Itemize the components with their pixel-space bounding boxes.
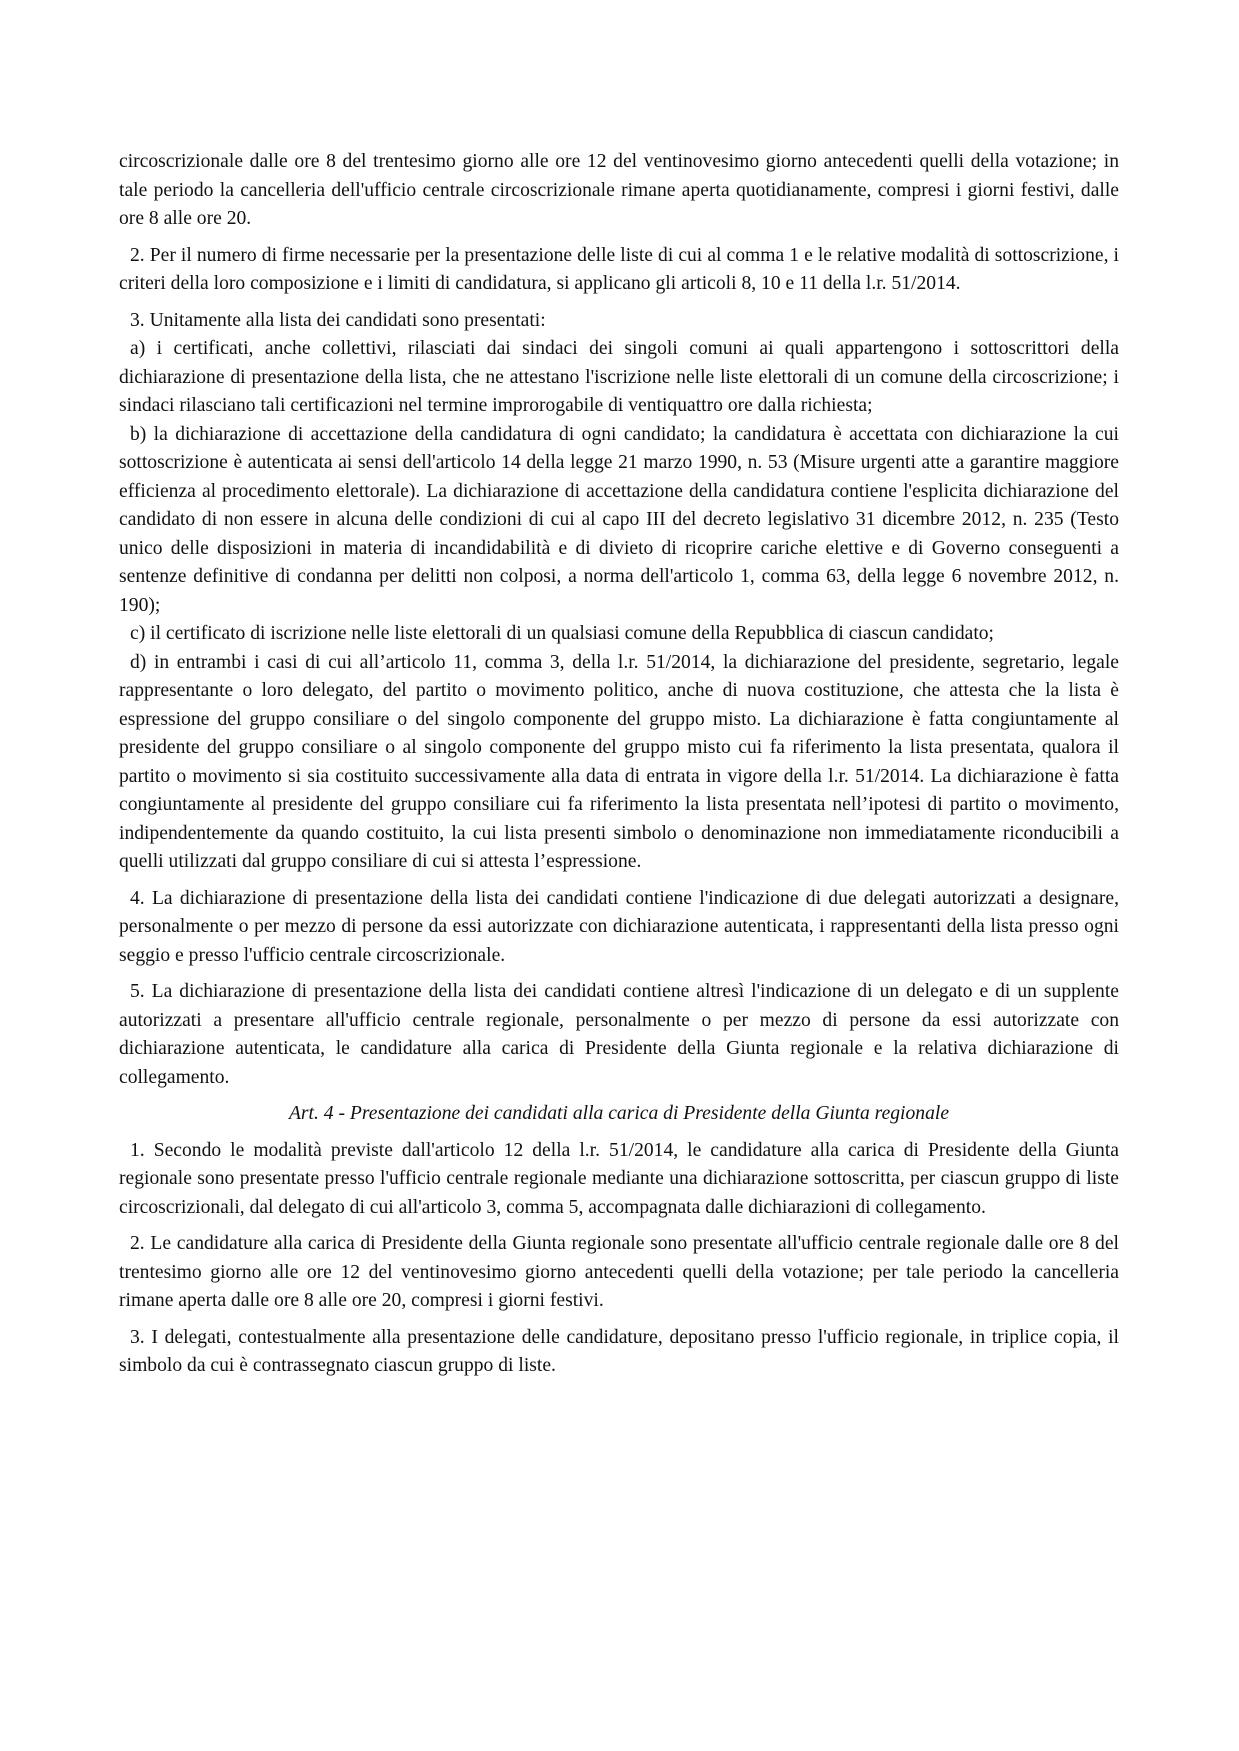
article3-item-c: c) il certificato di iscrizione nelle liste elettorali di un qualsiasi comune della Repubblica di ciascun candidato; [130,623,995,644]
article4-paragraph-2: 2. Le candidature alla carica di Presidente della Giunta regionale sono presentate all'ufficio centrale regionale dalle ore 8 del trentesimo giorno alle ore 12 del ventinovesimo giorno antecedenti quelli della votazione; per tale periodo la cancelleria rimane aperta dalle ore 8 alle ore 20, compresi i giorni festivi. [119,1233,1119,1311]
article4-paragraph-3: 3. I delegati, contestualmente alla presentazione delle candidature, depositano presso l'ufficio regionale, in triplice copia, il simbolo da cui è contrassegnato ciascun gruppo di liste. [119,1326,1119,1376]
article3-item-a: a) i certificati, anche collettivi, rilasciati dai sindaci dei singoli comuni ai quali appartengono i sottoscrittori della dichiarazione di presentazione della lista, che ne attestano l'iscrizione nelle liste elettorali di un comune della circoscrizione; i sindaci rilasciano tali certificazioni nel termine improrogabile di ventiquattro ore dalla richiesta; [119,338,1119,416]
article3-paragraph-3-intro: 3. Unitamente alla lista dei candidati sono presentati: [130,309,546,331]
article3-item-d: d) in entrambi i casi di cui all’articolo 11, comma 3, della l.r. 51/2014, la dichiarazione del presidente, segretario, legale rappresentante o loro delegato, del partito o movimento politico, anche di nuova costituzione, che attesta che la lista è espressione del gruppo consiliare o del singolo componente del gruppo misto. La dichiarazione è fatta congiuntamente al presidente del gruppo consiliare o al singolo componente del gruppo misto cui fa riferimento la lista presentata, qualora il partito o movimento si sia costituito successivamente alla data di entrata in vigore della l.r. 51/2014. La dichiarazione è fatta congiuntamente al presidente del gruppo consiliare cui fa riferimento la lista presentata nell’ipotesi di partito o movimento, indipendentemente da quando costituito, la cui lista presenti simbolo o denominazione non immediatamente riconducibili a quelli utilizzati dal gruppo consiliare di cui si attesta l’espressione. [119,651,1119,872]
article3-paragraph-5: 5. La dichiarazione di presentazione della lista dei candidati contiene altresì l'indicazione di un delegato e di un supplente autorizzati a presentare all'ufficio centrale regionale, personalmente o per mezzo di persone da essi autorizzate con dichiarazione autenticata, le candidature alla carica di Presidente della Giunta regionale e la relativa dichiarazione di collegamento. [119,981,1119,1088]
article4-paragraph-1: 1. Secondo le modalità previste dall'articolo 12 della l.r. 51/2014, le candidature alla carica di Presidente della Giunta regionale sono presentate presso l'ufficio centrale regionale mediante una dichiarazione sottoscritta, per ciascun gruppo di liste circoscrizionali, dal delegato di cui all'articolo 3, comma 5, accompagnata dalle dichiarazioni di collegamento. [119,1139,1119,1218]
article3-paragraph-4: 4. La dichiarazione di presentazione della lista dei candidati contiene l'indicazione di due delegati autorizzati a designare, personalmente o per mezzo di persone da essi autorizzate con dichiarazione autenticata, i rappresentanti della lista presso ogni seggio e presso l'ufficio centrale circoscrizionale. [119,887,1119,966]
article4-heading: Art. 4 - Presentazione dei candidati alla carica di Presidente della Giunta regionale [288,1103,950,1124]
article3-paragraph-2: 2. Per il numero di firme necessarie per la presentazione delle liste di cui al comma 1 e le relative modalità di sottoscrizione, i criteri della loro composizione e i limiti di candidatura, si applicano gli articoli 8, 10 e 11 della l.r. 51/2014. [119,244,1119,294]
document-page [119,148,1119,1389]
article3-item-b: b) la dichiarazione di accettazione della candidatura di ogni candidato; la candidatura è accettata con dichiarazione la cui sottoscrizione è autenticata ai sensi dell'articolo 14 della legge 21 marzo 1990, n. 53 (Misure urgenti atte a garantire maggiore efficienza al procedimento elettorale). La dichiarazione di accettazione della candidatura contiene l'esplicita dichiarazione del candidato di non essere in alcuna delle condizioni di cui al capo III del decreto legislativo 31 dicembre 2012, n. 235 (Testo unico delle disposizioni in materia di incandidabilità e di divieto di ricoprire cariche elettive e di Governo conseguenti a sentenze definitive di condanna per delitti non colposi, a norma dell'articolo 1, comma 63, della legge 6 novembre 2012, n. 190); [119,423,1119,616]
article3-continuation: circoscrizionale dalle ore 8 del trentesimo giorno alle ore 12 del ventinovesimo giorno antecedenti quelli della votazione; in tale periodo la cancelleria dell'ufficio centrale circoscrizionale rimane aperta quotidianamente, compresi i giorni festivi, dalle ore 8 alle ore 20. [119,151,1119,229]
